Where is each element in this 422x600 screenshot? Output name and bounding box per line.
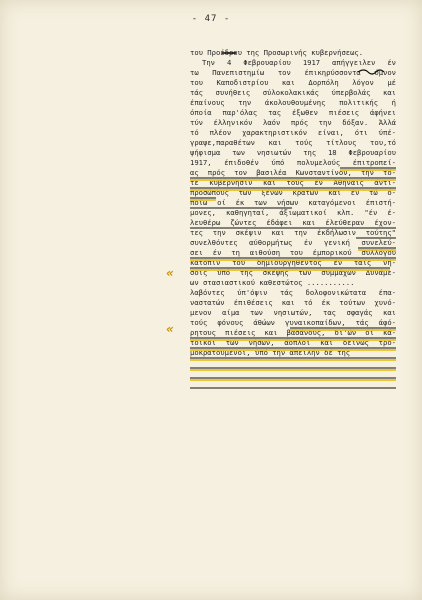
margin-quote-mark: « [166,322,174,336]
text-line: τοικοι των νήσων, άοπλοι και δεινώς τρο- [190,338,396,347]
text-line: ψήφισμα των νησιωτών της 18 Φεβρουαρίου [190,148,396,157]
text-line: λευθέρω ζώντες έδάφει και έλεύθεραν έχον- [190,218,396,227]
text-line: τω Πανεπιστημίω τον έπικηρύσσοντα ύμνον [190,68,396,77]
text-line: του Προέδρου της Προσωρινής κυβερνήσεως. [190,48,364,57]
page-number: - 47 - [191,14,231,24]
text-line: μονες, καθηγηταί, άξιωματικοί κλπ. "έν έ- [190,208,396,217]
text-line: τύν έλληνικόν λαόν πρός την δόξαν. Άλλά [190,118,396,127]
text-line: τε κυβέρνησιν και τούς έν Άθήναις άντι- [190,178,396,187]
text-line: 1917, έπιδοθέν ύπό πολυμελούς έπιτροπεί- [190,158,396,167]
text-line: ποίω οί έκ των νήσων καταγόμενοι έπιστή- [190,198,396,207]
text-line: σοις ύπό της σκέψης των συμμάχων Δυνάμε- [190,268,396,277]
text-line: όποία παρ'όλας τας έξωθεν πιέσεις άφήνει [190,108,396,117]
text-line: συνελθόντες αύθορμήτως έν γενική συνελεύ- [190,238,396,247]
text-line: προσώπους των ξένων κρατών και έν τώ ό- [190,188,396,197]
text-line: γραψε,παραθέτων και τούς τίτλους του,τό [190,138,396,147]
text-line: λαβόντες ύπ'όψιν τάς δολοφονικώτατα έπα- [190,288,396,297]
text-line: του Καποδιστρίου και Δορπόλη λόγον μέ [190,78,396,87]
text-line: ρητους πιέσεις και βασάνους, δι'ών οί κά- [190,328,396,337]
text-line: ναστατών έπιθέσεις και τό έκ τούτων χυνό- [190,298,396,307]
text-line: Την 4 Φεβρουαρίου 1917 απήγγειλεν έν [202,58,396,67]
margin-quote-mark: « [166,266,174,280]
text-line: τό πλέον χαρακτηριστικόν είναι, ότι ύπέ- [190,128,396,137]
text-line: τούς φόνους άθώων γυναικοπαίδων, τάς άφό- [190,318,396,327]
text-line: μενον αίμα των νησιωτών, τας σφαγάς και [190,308,396,317]
text-line: τάς συνήθεις σύλοκολακικάς ύπερβολάς και [190,88,396,97]
text-line: τες την σκέψιν και την έκδήλωσιν τούτης" [190,228,396,237]
text-line: σει έν τη αιθούση του έμπορικού συλλόγου [190,248,396,257]
text-line: ων στασιαστικού καθεστώτος ........... [190,278,355,287]
text-line: κατόπιν του δημιουργηθέντος έν ταίς νή- [190,258,396,267]
text-line: ας πρός τον βασιλέα Κωνσταντίνον, την τό- [190,168,396,177]
text-line: έπαίνους την άκολουθουμένης πολιτικής ή [190,98,396,107]
text-line: μοκρατούμενοι, ύπό την άπειλήν δέ της [190,348,351,357]
